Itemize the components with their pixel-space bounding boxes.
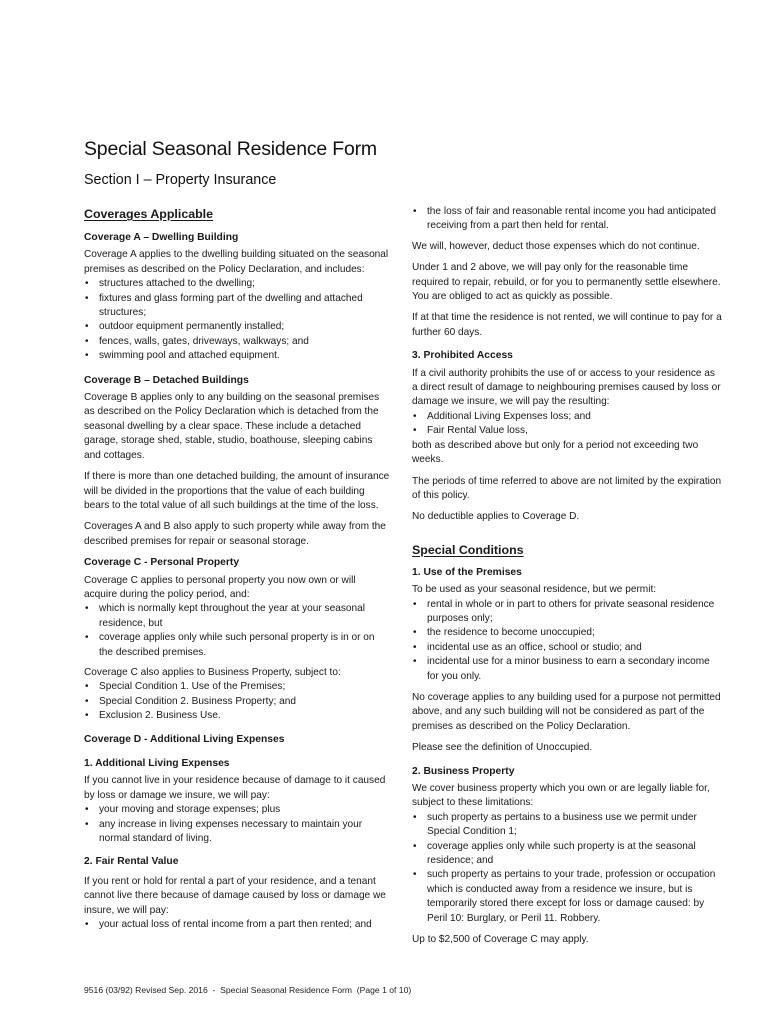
coverage-c-heading: Coverage C - Personal Property	[84, 557, 240, 569]
special-conditions-heading: Special Conditions	[412, 542, 524, 557]
coverage-d-paragraph: If at that time the residence is not rented, we will continue to pay for a further 60 days.	[412, 312, 722, 338]
prohibited-access-heading: 3. Prohibited Access	[412, 350, 513, 362]
business-property-heading: 2. Business Property	[412, 765, 515, 777]
list-item: • incidental use for a minor business to earn a secondary income for you only.	[412, 655, 722, 684]
list-item: • such property as pertains to your trade, profession or occupation which is conducted away from a residence we insure, but is temporarily stored there except for loss or damage caused: by Peril 10: Burglary, or Peril 11. Robbery.	[412, 868, 722, 926]
coverage-b-heading: Coverage B – Detached Buildings	[84, 374, 249, 386]
page-footer: 9516 (03/92) Revised Sep. 2016 - Special Seasonal Residence Form (Page 1 of 10)	[84, 985, 412, 995]
fair-rental-value-list	[84, 918, 390, 932]
coverage-a-list	[84, 277, 390, 363]
coverage-c-paragraph: Coverage C also applies to Business Property, subject to:	[84, 666, 341, 678]
use-of-premises-list	[412, 598, 722, 684]
list-item: • which is normally kept throughout the year at your seasonal residence, but	[84, 602, 390, 631]
unoccupied-note: Please see the definition of Unoccupied.	[412, 742, 593, 754]
list-item: • swimming pool and attached equipment.	[84, 349, 390, 363]
list-item: • the loss of fair and reasonable rental income you had anticipated receiving from a part then held for rental.	[412, 205, 722, 234]
coverage-c-intro: Coverage C applies to personal property you now own or will acquire during the policy period, and:	[84, 574, 356, 600]
coverage-d-paragraph: Under 1 and 2 above, we will pay only for the reasonable time required to repair, rebuild, or for you to permanently settle elsewhere. You are obliged to act as quickly as possible.	[412, 262, 721, 303]
prohibited-access-list	[412, 410, 722, 439]
business-property-limit: Up to $2,500 of Coverage C may apply.	[412, 934, 589, 946]
list-item: • Exclusion 2. Business Use.	[84, 709, 390, 723]
list-item: • Special Condition 1. Use of the Premises;	[84, 680, 390, 694]
coverage-c-list	[84, 602, 390, 660]
list-item: • fixtures and glass forming part of the dwelling and attached structures;	[84, 292, 390, 321]
additional-living-expenses-intro: If you cannot live in your residence because of damage to it caused by loss or damage we insure, we will pay:	[84, 775, 386, 801]
fair-rental-value-intro: If you rent or hold for rental a part of your residence, and a tenant cannot live there because of damage caused by loss or damage we insure, we will pay:	[84, 875, 386, 916]
list-item: • incidental use as an office, school or studio; and	[412, 641, 722, 655]
list-item: • Additional Living Expenses loss; and	[412, 410, 722, 424]
list-item: • such property as pertains to a business use we permit under Special Condition 1;	[412, 811, 722, 840]
coverage-d-paragraph: We will, however, deduct those expenses which do not continue.	[412, 240, 700, 252]
list-item: • fences, walls, gates, driveways, walkways; and	[84, 335, 390, 349]
coverages-heading: Coverages Applicable	[84, 207, 214, 221]
coverage-a-intro: Coverage A applies to the dwelling building situated on the seasonal premises as described on the Policy Declaration, and includes:	[84, 249, 389, 275]
section-subtitle: Section I – Property Insurance	[84, 172, 277, 188]
list-item: • Special Condition 2. Business Property; and	[84, 695, 390, 709]
prohibited-access-paragraph: both as described above but only for a period not exceeding two weeks.	[412, 439, 699, 466]
business-property-list	[412, 811, 722, 926]
list-item: • coverage applies only while such personal property is in or on the described premises.	[84, 631, 390, 660]
coverage-d-paragraph: The periods of time referred to above are not limited by the expiration of this policy.	[412, 475, 722, 501]
list-item: • rental in whole or in part to others for private seasonal residence purposes only;	[412, 598, 722, 627]
fair-rental-value-heading: 2. Fair Rental Value	[84, 856, 179, 868]
use-of-premises-heading: 1. Use of the Premises	[412, 566, 522, 578]
list-item: • your actual loss of rental income from a part then rented; and	[84, 918, 390, 932]
coverage-b-paragraph: If there is more than one detached building, the amount of insurance will be divided in the proportions that the value of each building bears to the total value of all such buildings at the time of the loss.	[84, 471, 390, 511]
use-of-premises-intro: To be used as your seasonal residence, but we permit:	[412, 584, 657, 596]
additional-living-expenses-list	[84, 803, 390, 846]
list-item: • Fair Rental Value loss,	[412, 424, 722, 438]
list-item: • your moving and storage expenses; plus	[84, 803, 390, 817]
deductible-note: No deductible applies to Coverage D.	[412, 511, 580, 523]
coverage-a-heading: Coverage A – Dwelling Building	[84, 232, 239, 243]
additional-living-expenses-heading: 1. Additional Living Expenses	[84, 758, 230, 769]
prohibited-access-intro: If a civil authority prohibits the use of or access to your residence as a direct result of damage to neighbouring premises caused by loss or damage we insure, we will pay the resulting:	[412, 367, 721, 408]
list-item: • structures attached to the dwelling;	[84, 277, 390, 291]
coverage-c-business-list	[84, 680, 390, 723]
list-item: • outdoor equipment permanently installed;	[84, 320, 390, 334]
fair-rental-value-list-continued	[412, 205, 722, 234]
use-of-premises-paragraph: No coverage applies to any building used for a purpose not permitted above, and any such building will not be considered as part of the premises as described on the Policy Declaration.	[412, 691, 721, 732]
business-property-intro: We cover business property which you own or are legally liable for, subject to these limitations:	[412, 783, 710, 809]
page-title: Special Seasonal Residence Form	[84, 138, 377, 160]
list-item: • the residence to become unoccupied;	[412, 626, 722, 640]
list-item: • any increase in living expenses necessary to maintain your normal standard of living.	[84, 818, 390, 847]
coverage-b-paragraph: Coverages A and B also apply to such property while away from the described premises for repair or seasonal storage.	[84, 521, 386, 547]
coverage-d-heading: Coverage D - Additional Living Expenses	[84, 733, 285, 745]
list-item: • coverage applies only while such property is at the seasonal residence; and	[412, 840, 722, 869]
coverage-b-paragraph: Coverage B applies only to any building on the seasonal premises as described on the Policy Declaration which is detached from the seasonal dwelling by a clear space. These include a detached garage, storage shed, stable, studio, boathouse, sleeping cabins and cottages.	[84, 392, 380, 461]
right-column	[412, 205, 722, 947]
left-column	[84, 206, 390, 932]
